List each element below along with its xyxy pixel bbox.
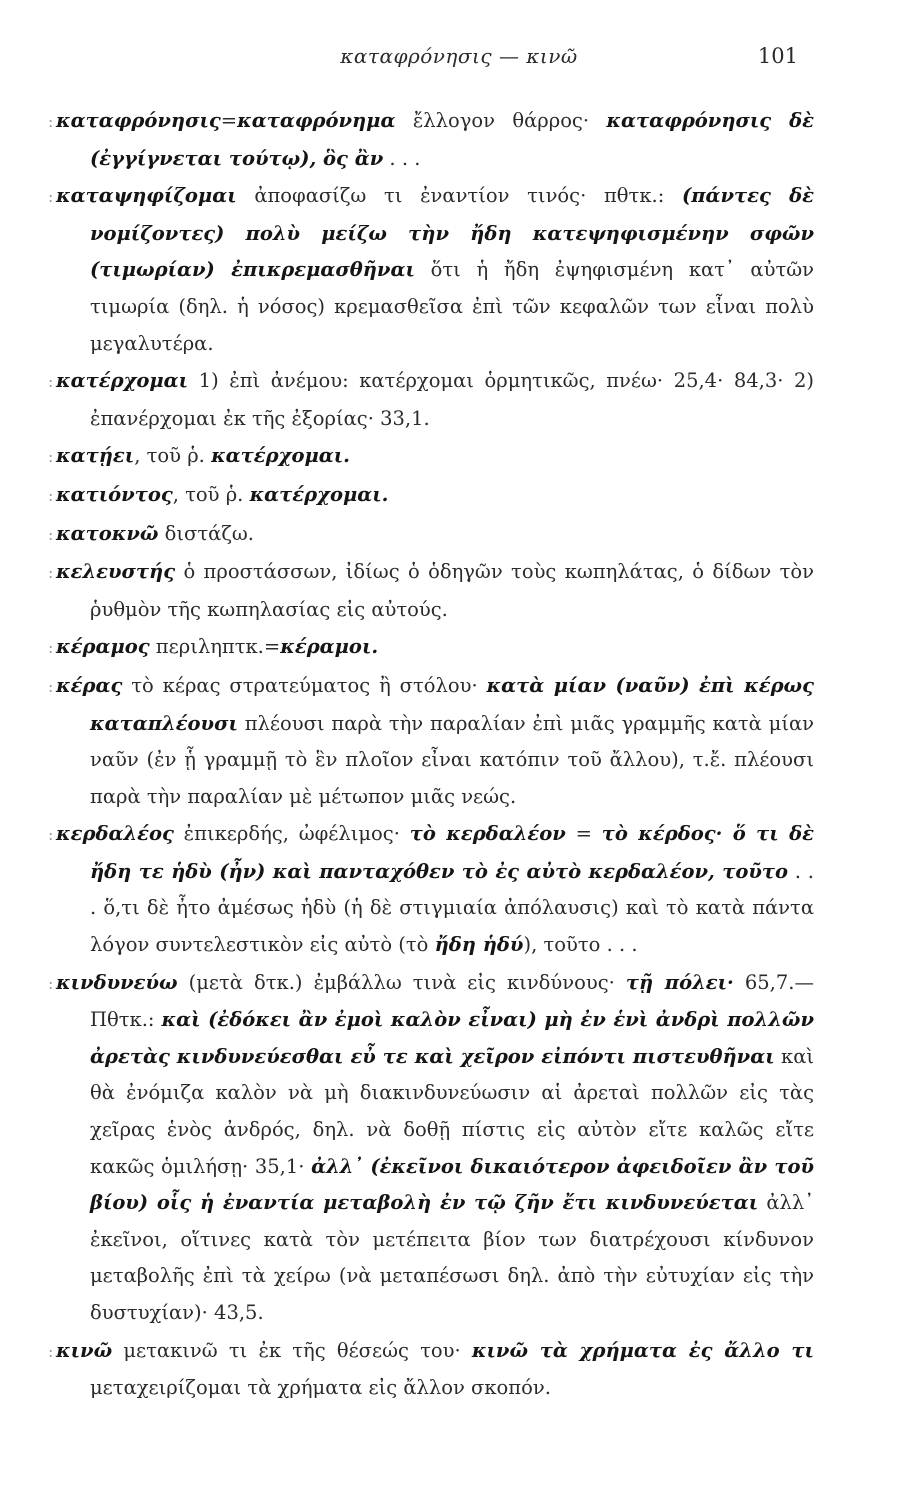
- entry-headword: κατέρχομαι: [56, 369, 189, 393]
- dictionary-entry: [50, 477, 814, 515]
- entry-definition: ὅτι ἡ ἤδη ἐψηφισμένη κατ᾽ αὐτῶν τιμωρία (δηλ. ἡ νόσος) κρεμασθεῖσα ἐπὶ τῶν κεφαλῶν των εἶναι πολὺ μεγαλυτέρα.: [90, 258, 815, 355]
- entry-citation: κινῶ τὰ χρήματα ἐς ἄλλο τι: [471, 1338, 814, 1362]
- entry-headword: κατιόντος: [56, 482, 173, 506]
- entry-definition: μεταχειρίζομαι τὰ χρήματα εἰς ἄλλον σκοπόν.: [90, 1376, 551, 1400]
- entry-headword: κατοκνῶ: [56, 521, 159, 545]
- page-number: 101: [757, 44, 798, 68]
- dictionary-entry: [50, 178, 814, 362]
- entry-definition: πλέουσι παρὰ τὴν παραλίαν ἐπὶ μιᾶς γραμμῆς κατὰ μίαν ναῦν (ἐν ᾗ γραμμῇ τὸ ἓν πλοῖον εἶναι κατόπιν τοῦ ἄλλου), τ.ἔ. πλέουσι παρὰ τὴν παραλίαν μὲ μέτωπον μιᾶς νεώς.: [90, 711, 814, 808]
- dictionary-entry: [50, 668, 814, 815]
- entry-citation: κατέρχομαι.: [249, 482, 389, 506]
- entry-citation: κατέρχομαι.: [211, 444, 350, 468]
- dictionary-entry: [50, 965, 814, 1332]
- entry-definition: =: [220, 109, 238, 132]
- dictionary-entry: [50, 363, 814, 437]
- entry-headword: καταφρόνησις: [56, 109, 221, 132]
- dictionary-entry: [50, 1333, 814, 1407]
- entry-citation: τὸ κέρδος· ὅ τι δὲ ἤδη τε ἡδὺ (ἦν) καὶ πανταχόθεν τὸ ἐς αὐτὸ κερδαλέον, τοῦτο: [90, 822, 814, 883]
- entry-citation: τὸ κερδαλέον: [409, 822, 566, 846]
- entry-citation: (πάντες δὲ νομίζοντες) πολὺ μείζω τὴν ἤδη κατεψηφισμένην σφῶν (τιμωρίαν) ἐπικρεμασθῆναι: [90, 184, 814, 282]
- entry-headword: καταψηφίζομαι: [56, 184, 237, 208]
- entry-definition: ἐπικερδής, ὠφέλιμος·: [173, 822, 410, 846]
- entry-definition: ἀλλ᾽ ἐκεῖνοι, οἵτινες κατὰ τὸν μετέπειτα βίον των διατρέχουσι κίνδυνον μεταβολῆς ἐπὶ τὰ χείρω (νὰ μεταπέσωσι δηλ. ἀπὸ τὴν εὐτυχίαν εἰς τὴν δυστυχίαν)· 43,5.: [90, 1191, 814, 1324]
- entry-definition: , τοῦ ῥ.: [172, 482, 250, 506]
- dictionary-entry: [50, 438, 814, 476]
- entry-citation: καταφρόνημα: [237, 109, 396, 132]
- entry-definition: ὁ προστάσσων, ἰδίως ὁ ὁδηγῶν τοὺς κωπηλάτας, ὁ δίδων τὸν ῥυθμὸν τῆς κωπηλασίας εἰς αὐτούς.: [90, 560, 814, 621]
- entry-citation: καταφρόνησις δὲ (ἐγγίγνεται τούτῳ), ὃς ἂν: [90, 109, 814, 170]
- entry-citation: κατὰ μίαν (ναῦν) ἐπὶ κέρως καταπλέουσι: [90, 673, 814, 735]
- entry-definition: ), τοῦτο . . .: [523, 933, 638, 957]
- entry-headword: κερδαλέος: [56, 822, 174, 846]
- entry-definition: 1) ἐπὶ ἀνέμου: κατέρχομαι ὁρμητικῶς, πνέω· 25,4· 84,3· 2) ἐπανέρχομαι ἐκ τῆς ἐξορίας· 33,1.: [90, 369, 814, 430]
- entry-citation: τῇ πόλει·: [625, 970, 734, 994]
- entry-definition: καὶ θὰ ἐνόμιζα καλὸν νὰ μὴ διακινδυνεύωσιν αἱ ἀρεταὶ πολλῶν εἰς τὰς χεῖρας ἑνὸς ἀνδρός, δηλ. νὰ δοθῇ πίστις εἰς αὐτὸν εἴτε καλῶς εἴτε κακῶς ὁμιλήσῃ· 35,1·: [90, 1044, 815, 1178]
- entry-definition: ἔλλογον θάρρος·: [395, 109, 607, 132]
- entry-citation: ἤδη ἡδύ: [434, 933, 524, 957]
- entry-definition: (μετὰ δτκ.) ἐμβάλλω τινὰ εἰς κινδύνους·: [177, 970, 626, 994]
- entry-citation: ἀλλ᾽ (ἐκεῖνοι δικαιότερον ἀφειδοῖεν ἂν τοῦ βίου) οἷς ἡ ἐναντία μεταβολὴ ἐν τῷ ζῆν ἔτι κινδυνεύεται: [90, 1154, 814, 1215]
- entry-headword: κινῶ: [56, 1338, 113, 1362]
- entry-definition: =: [565, 822, 602, 846]
- entry-headword: κέρας: [56, 673, 123, 697]
- dictionary-entry: [50, 816, 814, 963]
- dictionary-entry: [50, 629, 814, 667]
- entry-definition: μετακινῶ τι ἐκ τῆς θέσεώς του·: [112, 1338, 472, 1362]
- entry-headword: κέραμος: [56, 635, 150, 659]
- entry-definition: ἀποφασίζω τι ἐναντίον τινός· πθτκ.:: [236, 184, 682, 208]
- entry-definition: διστάζω.: [158, 521, 254, 545]
- entry-citation: καὶ (ἐδόκει ἂν ἐμοὶ καλὸν εἶναι) μὴ ἐν ἑνὶ ἀνδρὶ πολλῶν ἀρετὰς κινδυνεύεσθαι εὖ τε καὶ χεῖρον εἰπόντι πιστευθῆναι: [90, 1008, 815, 1068]
- dictionary-entry: [50, 554, 814, 628]
- entry-headword: κελευστής: [56, 560, 176, 584]
- entry-citation: κέραμοι.: [280, 635, 379, 659]
- entry-definition: . . . ὅ,τι δὲ ἦτο ἀμέσως ἡδὺ (ἡ δὲ στιγμιαία ἀπόλαυσις) καὶ τὸ κατὰ πάντα λόγον συντελεστικὸν εἰς αὐτὸ (τὸ: [90, 859, 814, 957]
- entry-definition: 65,7.—Πθτκ.:: [90, 970, 814, 1032]
- entry-list: [50, 103, 814, 1408]
- running-title: καταφρόνησις — κινῶ: [340, 44, 578, 68]
- dictionary-entry: [50, 103, 814, 177]
- dictionary-entry: [50, 516, 814, 554]
- entry-definition: τὸ κέρας στρατεύματος ἢ στόλου·: [122, 673, 487, 697]
- entry-definition: περιληπτκ.=: [149, 635, 281, 659]
- entry-headword: κατῄει: [56, 444, 135, 468]
- entry-definition: . . .: [383, 146, 421, 170]
- entry-definition: , τοῦ ῥ.: [134, 444, 212, 468]
- entry-headword: κινδυνεύω: [56, 970, 178, 994]
